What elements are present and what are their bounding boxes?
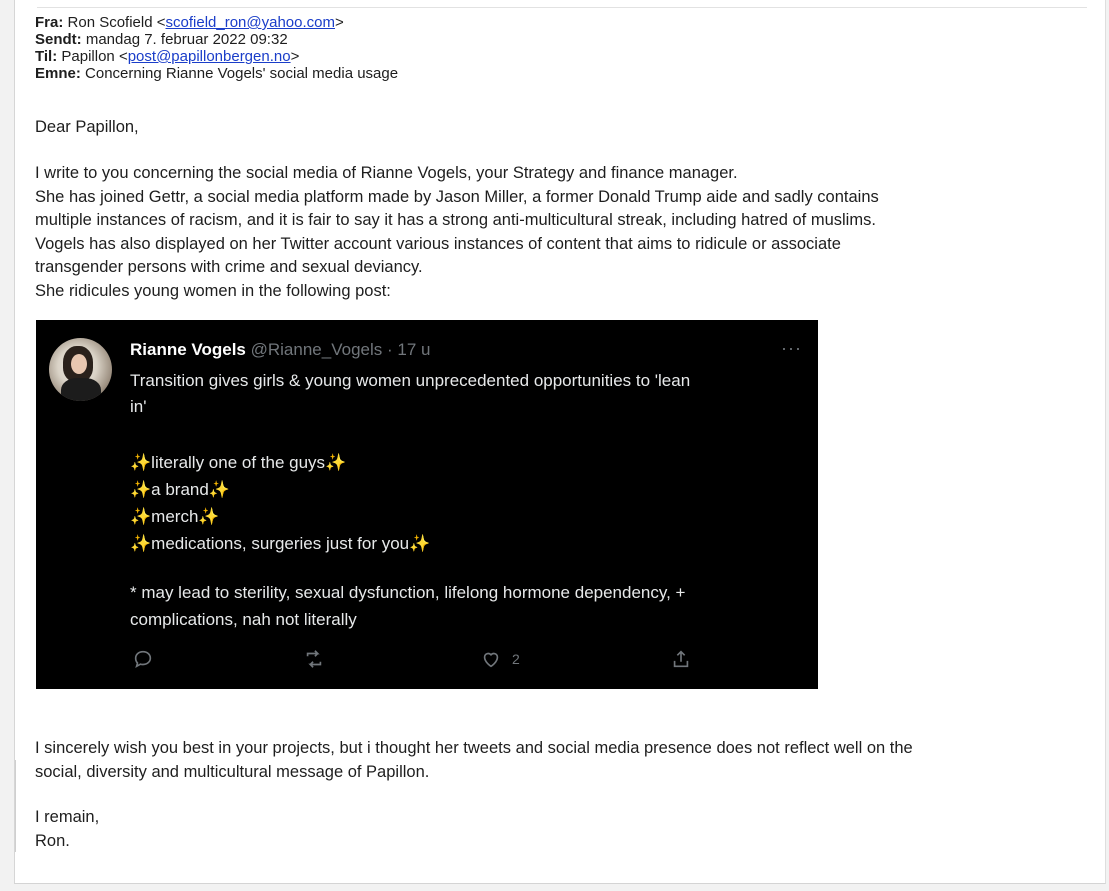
from-label: Fra: xyxy=(35,14,64,31)
tweet-actions xyxy=(130,648,720,674)
tweet-list-item: ✨literally one of the guys✨ xyxy=(130,453,347,472)
closing-line: I sincerely wish you best in your projects, but i thought her tweets and social media presence does not reflect well on the xyxy=(35,739,913,757)
tweet-time: 17 u xyxy=(397,340,431,359)
sent-value: mandag 7. februar 2022 09:32 xyxy=(85,31,288,48)
tweet-footnote-line: complications, nah not literally xyxy=(130,610,357,629)
signoff-line: Ron. xyxy=(35,831,70,850)
retweet-icon xyxy=(302,648,326,670)
to-name: Papillon xyxy=(61,48,115,65)
sparkles-icon: ✨ xyxy=(130,453,152,472)
sparkles-icon: ✨ xyxy=(130,480,152,499)
body-line: I write to you concerning the social media of Rianne Vogels, your Strategy and finance manager. xyxy=(35,164,738,182)
sparkles-icon: ✨ xyxy=(325,453,347,472)
share-icon xyxy=(670,648,692,670)
body-line: She has joined Gettr, a social media platform made by Jason Miller, a former Donald Trump aide and sadly contains xyxy=(35,187,879,206)
subject-value: Concerning Rianne Vogels' social media usage xyxy=(85,65,399,82)
tweet-text-line: Transition gives girls & young women unprecedented opportunities to 'lean xyxy=(130,371,691,390)
tweet-list-item: ✨merch✨ xyxy=(130,507,220,526)
sent-row xyxy=(35,31,398,48)
closing-line: social, diversity and multicultural message of Papillon. xyxy=(35,762,430,781)
greeting: Dear Papillon, xyxy=(35,118,139,136)
quote-bar xyxy=(15,760,16,852)
more-icon: ··· xyxy=(781,338,802,358)
signoff xyxy=(35,806,99,853)
sparkles-icon: ✨ xyxy=(198,507,220,526)
from-row: Fra: Ron Scofield <scofield_ron@yahoo.com> xyxy=(35,14,344,31)
reply-icon xyxy=(132,648,154,670)
to-label: Til: xyxy=(35,48,58,65)
like-icon xyxy=(480,648,520,670)
tweet-text-line: in' xyxy=(130,397,147,416)
tweet-separator: · xyxy=(387,340,393,359)
tweet-list-item: ✨medications, surgeries just for you✨ xyxy=(130,534,431,553)
subject-row xyxy=(35,65,398,82)
sent-label: Sendt: xyxy=(35,31,82,48)
tweet-list xyxy=(130,450,430,558)
sparkles-icon: ✨ xyxy=(208,480,231,499)
header-divider xyxy=(37,7,1087,8)
avatar xyxy=(49,338,112,401)
body-line: multiple instances of racism, and it is fair to say it has a strong anti-multicultural streak, including hatred of muslims. xyxy=(35,211,876,229)
tweet-author-name: Rianne Vogels xyxy=(130,340,246,359)
body-line: She ridicules young women in the following post: xyxy=(35,281,391,300)
tweet-header xyxy=(130,340,431,360)
to-row: Til: Papillon <post@papillonbergen.no> xyxy=(35,48,300,65)
tweet-list-item: ✨a brand✨ xyxy=(130,480,231,499)
like-count: 2 xyxy=(512,651,520,667)
body-paragraph xyxy=(35,162,879,303)
tweet-handle: @Rianne_Vogels xyxy=(250,340,383,359)
body-line: transgender persons with crime and sexual deviancy. xyxy=(35,258,423,276)
closing-paragraph xyxy=(35,737,913,784)
from-email-link[interactable]: scofield_ron@yahoo.com xyxy=(165,14,335,31)
sparkles-icon: ✨ xyxy=(130,507,152,526)
body-line: Vogels has also displayed on her Twitter account various instances of content that aims to ridicule or associate xyxy=(35,234,841,253)
subject-label: Emne: xyxy=(35,65,81,82)
to-email-link[interactable]: post@papillonbergen.no xyxy=(127,48,291,65)
embedded-tweet-screenshot xyxy=(36,320,818,689)
email-message xyxy=(14,0,1106,884)
tweet-footnote-line: * may lead to sterility, sexual dysfunction, lifelong hormone dependency, + xyxy=(130,583,686,602)
email-headers xyxy=(35,14,398,82)
sparkles-icon: ✨ xyxy=(130,534,152,553)
signoff-line: I remain, xyxy=(35,808,100,826)
from-name: Ron Scofield xyxy=(67,14,153,31)
sparkles-icon: ✨ xyxy=(409,534,431,553)
